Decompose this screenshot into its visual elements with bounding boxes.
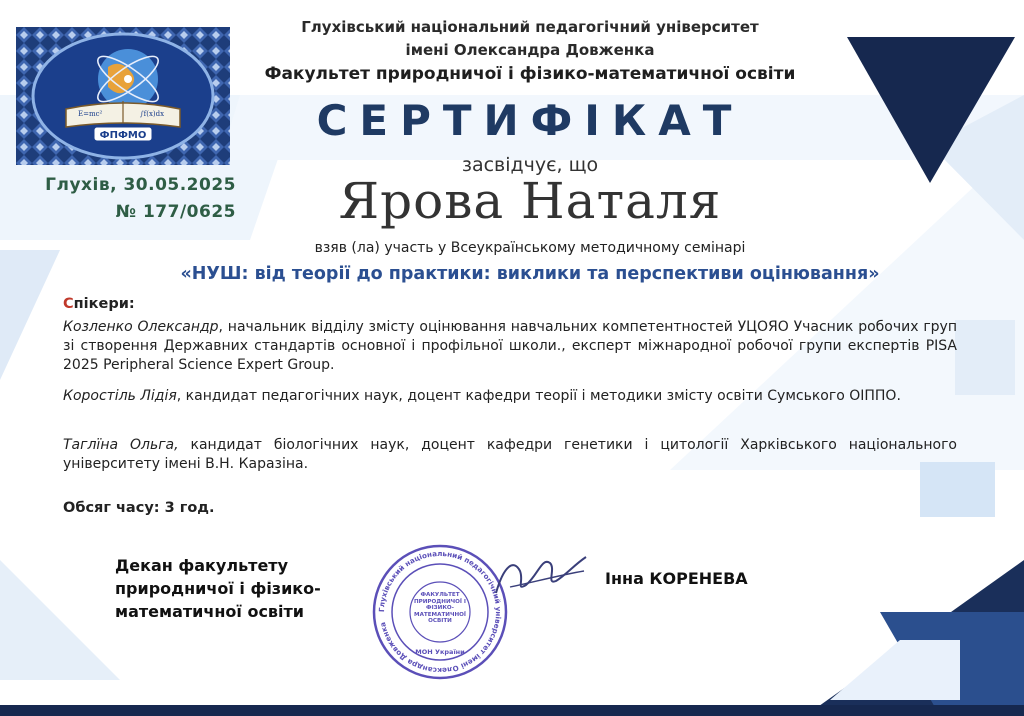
speaker-name: Таглїна Ольга, — [63, 437, 179, 453]
speaker-description: кандидат біологічних наук, доцент кафедри генетики і цитології Харківського національного університету імені В.Н. Каразіна. — [63, 437, 957, 472]
speaker-name: Коростіль Лідія — [63, 388, 177, 404]
speaker-description: , кандидат педагогічних наук, доцент кафедри теорії і методики змісту освіти Сумського ОІППО. — [176, 388, 901, 404]
speaker-name: Козленко Олександр — [63, 319, 219, 335]
official-stamp — [370, 542, 510, 682]
speaker-description: , начальник відділу змісту оцінювання навчальних компетентностей УЦОЯО Учасник робочих груп зі створення Державних стандартів основної і профільної школи., експерт міжнародної робочої групи експертів PISA 2025 Peripheral Science Expert Group. — [63, 319, 957, 373]
speaker-item — [63, 318, 957, 375]
logo-abbreviation: ФПФМО — [99, 130, 147, 141]
issue-place-date: Глухів, 30.05.2025 — [45, 175, 236, 195]
dean-title: Декан факультету природничої і фізико-математичної освіти — [115, 556, 321, 621]
seminar-title: «НУШ: від теорії до практики: виклики та перспективи оцінювання» — [180, 264, 880, 284]
stamp-bottom-text: МОН України — [415, 648, 465, 656]
speakers-heading-rest: пікери: — [73, 296, 135, 312]
speaker-item — [63, 436, 957, 474]
certificate-title: СЕРТИФІКАТ — [316, 96, 744, 145]
logo-text-right: ∫f(x)dx — [140, 110, 165, 118]
recipient-name: Ярова Наталя — [338, 172, 722, 230]
logo-text-left: E=mc² — [78, 110, 103, 118]
speakers-heading — [63, 296, 135, 312]
signature — [490, 545, 590, 605]
university-name-line2: імені Олександра Довженка — [405, 41, 655, 59]
stamp-center-text: ФАКУЛЬТЕТ ПРИРОДНИЧОЇ І ФІЗИКО-МАТЕМАТИЧНОЇ ОСВІТИ — [413, 592, 467, 625]
faculty-name: Факультет природничої і фізико-математичної освіти — [264, 64, 796, 84]
stamp-outer-text: Глухівський національний педагогічний університет імені Олександра Довженка — [376, 548, 504, 676]
university-name-line1: Глухівський національний педагогічний університет — [301, 18, 759, 36]
dean-name: Інна КОРЕНЕВА — [605, 569, 748, 588]
participation-text: взяв (ла) участь у Всеукраїнському методичному семінарі — [314, 240, 746, 256]
certifies-text: засвідчує, що — [461, 154, 599, 176]
duration-text: Обсяг часу: 3 год. — [63, 500, 215, 516]
speakers-heading-first-letter: С — [63, 296, 74, 312]
faculty-logo — [16, 27, 230, 165]
certificate-number: № 177/0625 — [115, 202, 236, 222]
speaker-item — [63, 387, 957, 406]
